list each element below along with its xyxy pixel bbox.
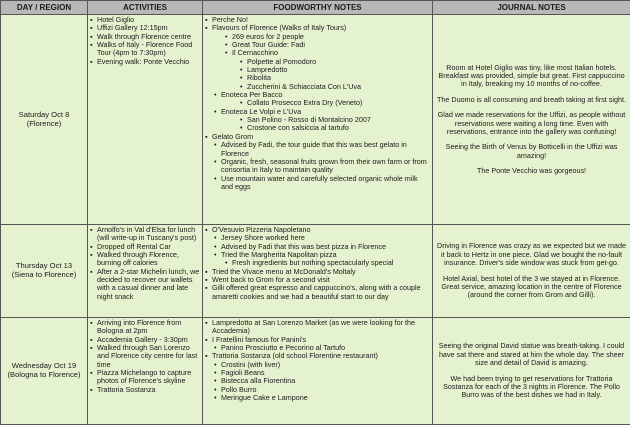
activity-item: ▪ Arnolfo's in Val d'Elsa for lunch (will write-up in Tuscany's post) <box>90 226 200 243</box>
activity-item: ▪ Accademia Gallery - 3:30pm <box>90 336 200 344</box>
activity-item: ▪ Walked through San Lorenzo and Florence city centre for last time <box>90 344 200 369</box>
journal-paragraph: We had been trying to get reservations for Trattoria Sostanza for each of the 3 nights in Florence. The Pollo Burro was of the best dishes we had in Italy. <box>443 373 620 400</box>
day-label: Saturday Oct 8 <box>18 109 70 119</box>
header-row <box>1 1 630 15</box>
journal-paragraph: Seeing the original David statue was breath-taking. I could have sat there and stared at him the whole day. The sheer size and detail of David is amazing. <box>438 341 625 368</box>
food-note-item: ▪ Lampredotto at San Lorenzo Market (as we were looking for the Accademia) <box>205 319 430 336</box>
day-region-cell <box>1 318 88 425</box>
day-region-cell <box>1 15 88 225</box>
region-label: (Florence) <box>26 118 62 128</box>
food-note-item: • Bistecca alla Fiorentina <box>214 377 430 385</box>
activity-item: ▪ Uffizi Gallery 12:15pm <box>90 24 200 32</box>
journal-notes-cell <box>433 225 630 318</box>
food-notes-cell <box>203 225 433 318</box>
food-note-item: ▪ Trattoria Sostanza (old school Florentine restaurant) <box>205 352 430 360</box>
food-note-item: • Fresh ingredients but nothing spectacularly special <box>225 259 430 267</box>
food-note-item: • Use mountain water and carefully selected organic whole milk and eggs <box>214 175 430 192</box>
food-note-item: • Polpette al Pomodoro <box>240 58 430 66</box>
activity-item: ▪ Trattoria Sostanza <box>90 386 200 394</box>
food-note-item: • Pollo Burro <box>214 386 430 394</box>
region-label: (Bologna to Florence) <box>7 370 81 379</box>
journal-paragraph: The Duomo is all consuming and breath taking at first sight. <box>437 94 626 104</box>
food-note-item: ▪ Went back to Grom for a second visit <box>205 276 430 284</box>
header-day-region: DAY / REGION <box>1 1 88 15</box>
food-note-item: • San Polino - Rosso di Montalcino 2007 <box>240 116 430 124</box>
activity-item: ▪ Hotel Giglio <box>90 16 200 24</box>
food-note-item: • Jersey Shore worked here <box>214 234 430 242</box>
activity-item: ▪ Evening walk: Ponte Vecchio <box>90 58 200 66</box>
header-activities: ACTIVITIES <box>88 1 203 15</box>
day-label: Thursday Oct 13 <box>15 261 73 271</box>
table-row <box>1 225 630 318</box>
food-note-item: ▪ O'Vesuvio Pizzeria Napoletano <box>205 226 430 234</box>
food-note-item: • Advised by Fadi, the tour guide that this was best gelato in Florence <box>214 141 430 158</box>
journal-paragraph: Room at Hotel Giglio was tiny, like most Italian hotels. Breakfast was provided, simple but great. First cappuccino in Italy, breaking my 10 months of no-coffee. <box>438 62 625 89</box>
food-note-item: • Fagioli Beans <box>214 369 430 377</box>
table-row <box>1 15 630 225</box>
food-note-item: ▪ Flavours of Florence (Walks of Italy Tours) <box>205 24 430 32</box>
food-notes-cell <box>203 318 433 425</box>
food-note-item: • Crostone con salsiccia al tartufo <box>240 124 430 132</box>
food-note-item: • Zuccherini & Schiacciata Con L'Uva <box>240 83 430 91</box>
food-note-item: ▪ I Fratellini famous for Panini's <box>205 336 430 344</box>
activities-cell <box>88 15 203 225</box>
food-note-item: • Enoteca Le Volpi e L'Uva <box>214 108 430 116</box>
activities-cell <box>88 318 203 425</box>
journal-paragraph: The Ponte Vecchio was gorgeous! <box>476 165 587 175</box>
activity-item: ▪ Dropped off Rental Car <box>90 243 200 251</box>
journal-notes-cell <box>433 318 630 425</box>
header-journal-notes: JOURNAL NOTES <box>433 1 630 15</box>
food-note-item: • Tried the Margherita Napolitan pizza <box>214 251 430 259</box>
food-note-item: • Enoteca Per Bacco <box>214 91 430 99</box>
journal-paragraph: Hotel Axial, best hotel of the 3 we stayed at in Florence. Great service, amazing location in the centre of Florence (around the corner from Grom and Gilli). <box>441 273 622 300</box>
journal-paragraph: Glad we made reservations for the Uffizi, as people without reservations were waiting a long time. Even with reservations, entrance into the gallery was confusing! <box>437 110 626 136</box>
food-note-item: • Crostini (with liver) <box>214 361 430 369</box>
food-note-item: • Advised by Fadi that this was best pizza in Florence <box>214 243 430 251</box>
journal-paragraph: Seeing the Birth of Venus by Botticelli in the Uffizi was amazing! <box>445 142 618 160</box>
journal-paragraph: Driving in Florence was crazy as we expected but we made it back to Hertz in one piece. Glad we bought the no-fault insurance. Driver's side window was stuck from get-go. <box>437 241 626 268</box>
food-note-item: • Panino Prosciutto e Pecorino al Tartufo <box>214 344 430 352</box>
food-note-item: • Lampredotto <box>240 66 430 74</box>
header-foodworthy-notes: FOODWORTHY NOTES <box>203 1 433 15</box>
food-notes-cell <box>203 15 433 225</box>
activity-item: ▪ Arriving into Florence from Bologna at 2pm <box>90 319 200 336</box>
activity-item: ▪ Walk through Florence centre <box>90 33 200 41</box>
food-note-item: • Meringue Cake e Lampone <box>214 394 430 402</box>
activity-item: ▪ Walked through Florence, burning off calories <box>90 251 200 268</box>
activity-item: ▪ Piazza Michelango to capture photos of Florence's skyline <box>90 369 200 386</box>
table-row <box>1 318 630 425</box>
food-note-item: • Organic, fresh, seasonal fruits grown from their own farm or from consortia in Italy to maintain quality <box>214 158 430 175</box>
food-note-item: • 269 euros for 2 people <box>225 33 430 41</box>
food-note-item: ▪ Perche No! <box>205 16 430 24</box>
activities-cell <box>88 225 203 318</box>
region-label: (Siena to Florence) <box>11 270 77 279</box>
activity-item: ▪ After a 2-star Michelin lunch, we decided to recover our wallets with a casual dinner and late night snack <box>90 268 200 301</box>
day-label: Wednesday Oct 19 <box>11 361 77 371</box>
food-note-item: • Collato Prosecco Extra Dry (Veneto) <box>240 99 430 107</box>
activity-item: ▪ Walks of Italy - Florence Food Tour (4pm to 7:30pm) <box>90 41 200 58</box>
journal-notes-cell <box>433 15 630 225</box>
food-note-item: • Il Cernacchino <box>225 49 430 57</box>
food-note-item: ▪ Tried the Vivace menu at McDonald's Moltaly <box>205 268 430 276</box>
food-note-item: • Ribolita <box>240 74 430 82</box>
food-note-item: ▪ Gilli offered great espresso and cappuccino's, along with a couple amaretti cookies and we had a beautiful start to our day <box>205 284 430 301</box>
day-region-cell <box>1 225 88 318</box>
food-note-item: • Great Tour Guide: Fadi <box>225 41 430 49</box>
food-note-item: ▪ Gelato Grom <box>205 133 430 141</box>
